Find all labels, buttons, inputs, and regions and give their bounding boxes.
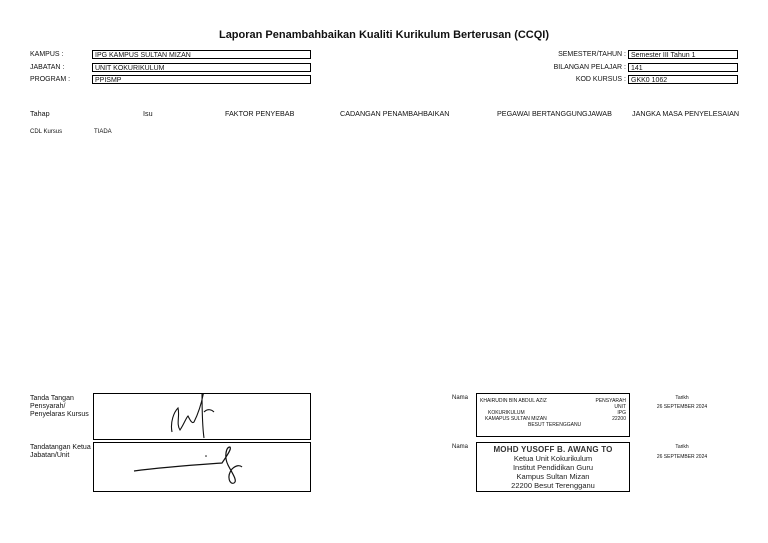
bilangan-field[interactable]: 141 — [628, 63, 738, 72]
semester-label: SEMESTER/TAHUN : — [558, 51, 626, 58]
sig2-box[interactable] — [93, 442, 311, 492]
semester-field[interactable]: Semester III Tahun 1 — [628, 50, 738, 59]
stamp-line: PENSYARAH — [595, 398, 626, 404]
stamp-line: KOKURIKULUM — [488, 410, 525, 416]
signature-drawing — [94, 394, 310, 439]
row-tahap: CDL Kursus — [30, 129, 63, 135]
sig1-box[interactable] — [93, 393, 311, 440]
stamp-line: Ketua Unit Kokurikulum — [513, 454, 593, 463]
stamp-line: KAMAPUS SULTAN MIZAN — [485, 416, 547, 422]
stamp-name: MOHD YUSOFF B. AWANG TO — [493, 445, 613, 454]
jabatan-label: JABATAN : — [30, 64, 65, 71]
sig1-tarikh: 26 SEPTEMBER 2024 — [656, 404, 708, 410]
sig1-stamp-box — [476, 393, 630, 437]
kod-kursus-field[interactable]: GKK0 1062 — [628, 75, 738, 84]
sig1-label: Tanda Tangan Pensyarah/ Penyelaras Kursus — [30, 395, 89, 418]
kod-kursus-label: KOD KURSUS : — [575, 76, 626, 83]
bilangan-label: BILANGAN PELAJAR : — [553, 64, 626, 71]
sig1-nama-label: Nama — [452, 395, 469, 401]
header-tahap: Tahap — [30, 109, 50, 118]
sig2-tarikh: 26 SEPTEMBER 2024 — [656, 454, 708, 460]
stamp-line: 22200 — [612, 416, 626, 422]
kampus-label: KAMPUS : — [30, 51, 64, 58]
kampus-field[interactable]: IPG KAMPUS SULTAN MIZAN — [92, 50, 311, 59]
sig2-label: Tandatangan Ketua Jabatan/Unit — [30, 444, 91, 459]
stamp-line: UNIT — [614, 404, 626, 410]
head-stamp — [477, 445, 629, 490]
jabatan-field[interactable]: UNIT KOKURIKULUM — [92, 63, 311, 72]
header-pegawai: PEGAWAI BERTANGGUNGJAWAB — [497, 109, 612, 118]
stamp-line: KHAIRUDIN BIN ABDUL AZIZ — [480, 398, 547, 404]
signature-drawing — [94, 443, 310, 491]
program-field[interactable]: PPISMP — [92, 75, 311, 84]
sig1-tarikh-label: Tarikh — [675, 395, 689, 401]
stamp-line: 22200 Besut Terengganu — [511, 481, 595, 490]
sig2-stamp-box — [476, 442, 630, 492]
header-faktor-penyebab: FAKTOR PENYEBAB — [225, 109, 295, 118]
page-title: Laporan Penambahbaikan Kualiti Kurikulum Berterusan (CCQI) — [218, 29, 550, 41]
stamp-line: BESUT TERENGGANU — [528, 422, 582, 428]
sig2-nama-label: Nama — [452, 444, 469, 450]
program-label: PROGRAM : — [30, 76, 71, 83]
sig1-stamp-left — [480, 398, 581, 428]
stamp-line: Institut Pendidikan Guru — [512, 463, 594, 472]
row-isu: TIADA — [94, 129, 112, 135]
header-jangka-masa: JANGKA MASA PENYELESAIAN — [632, 109, 740, 118]
stamp-line: Kampus Sultan Mizan — [516, 472, 590, 481]
sig1-stamp-right — [596, 398, 626, 422]
header-isu: Isu — [143, 109, 153, 118]
header-cadangan: CADANGAN PENAMBAHBAIKAN — [340, 109, 450, 118]
sig2-tarikh-label: Tarikh — [675, 444, 689, 450]
stamp-line: IPG — [617, 410, 626, 416]
